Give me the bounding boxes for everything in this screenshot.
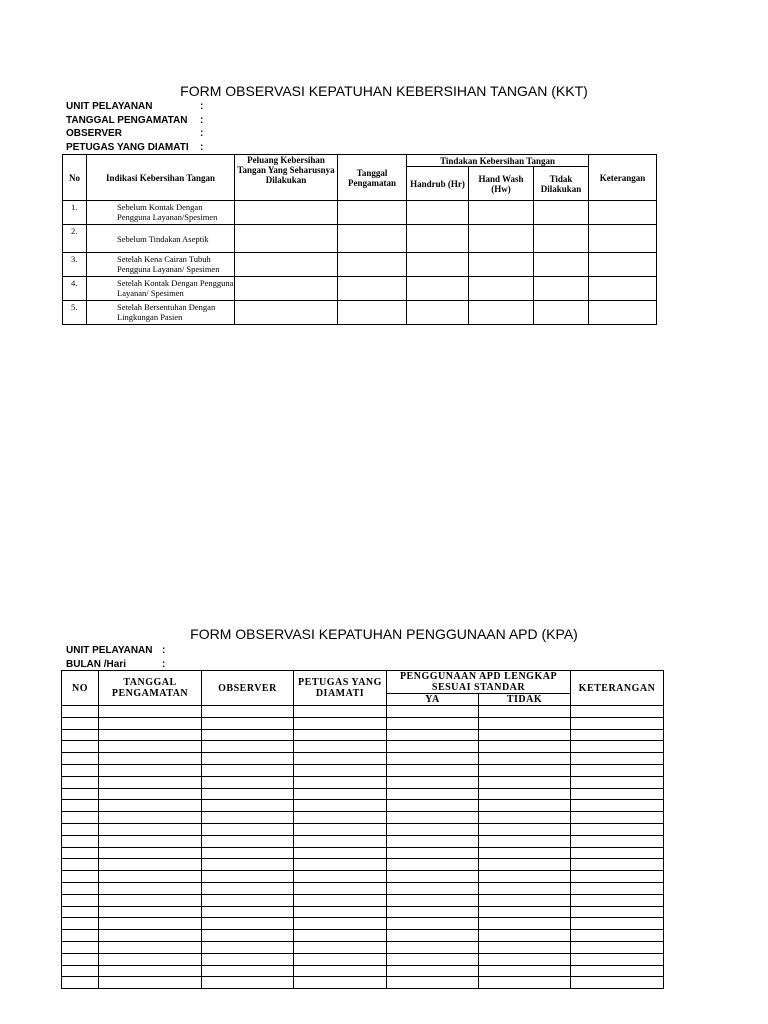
kpa-cell[interactable] [202,977,294,989]
kpa-cell[interactable] [387,741,479,753]
kpa-cell[interactable] [99,871,202,883]
kkt-header-indikasi: Indikasi Kebersihan Tangan [87,155,235,201]
table-row [63,201,657,225]
kpa-cell[interactable] [571,847,664,859]
kpa-cell[interactable] [294,729,387,741]
kpa-form-title: FORM OBSERVASI KEPATUHAN PENGGUNAAN APD (KPA) [190,626,578,642]
kpa-cell[interactable] [479,800,571,812]
kpa-cell[interactable] [479,741,571,753]
kkt-cell[interactable] [534,253,589,277]
kpa-cell[interactable] [387,706,479,718]
table-row [62,871,664,883]
kkt-cell[interactable] [534,301,589,325]
kpa-cell[interactable] [571,776,664,788]
kpa-cell[interactable] [387,941,479,953]
kpa-cell[interactable] [62,741,99,753]
kpa-cell[interactable] [62,906,99,918]
kpa-meta-block [66,644,165,671]
kpa-cell[interactable] [571,930,664,942]
kpa-cell[interactable] [62,753,99,765]
kpa-cell[interactable] [294,894,387,906]
kpa-cell[interactable] [387,930,479,942]
kpa-cell[interactable] [479,729,571,741]
table-row [62,930,664,942]
table-row [62,835,664,847]
kkt-cell[interactable] [534,225,589,253]
kpa-cell[interactable] [479,764,571,776]
kpa-cell[interactable] [202,835,294,847]
kpa-cell[interactable] [99,847,202,859]
kpa-cell[interactable] [294,977,387,989]
kkt-cell[interactable] [407,201,469,225]
kpa-cell[interactable] [202,788,294,800]
kkt-header-tindakan: Tindakan Kebersihan Tangan [407,155,589,167]
kkt-cell[interactable] [469,201,534,225]
kpa-cell[interactable] [479,717,571,729]
kkt-row-no: 3. [63,253,87,277]
kpa-cell[interactable] [202,906,294,918]
kpa-cell[interactable] [571,706,664,718]
table-row [63,301,657,325]
kpa-cell[interactable] [202,918,294,930]
kpa-cell[interactable] [62,812,99,824]
kkt-cell[interactable] [589,225,657,253]
kpa-cell[interactable] [99,882,202,894]
kpa-cell[interactable] [387,753,479,765]
table-row [62,882,664,894]
kpa-header-tidak: TIDAK [479,694,571,706]
kpa-cell[interactable] [571,882,664,894]
kpa-cell[interactable] [294,835,387,847]
kpa-table [61,670,664,989]
kpa-cell[interactable] [99,918,202,930]
kkt-meta-colon: : [200,141,204,153]
kpa-cell[interactable] [202,753,294,765]
kpa-cell[interactable] [99,717,202,729]
table-row [62,977,664,989]
kpa-cell[interactable] [62,930,99,942]
kpa-cell[interactable] [571,764,664,776]
kpa-header-no: NO [62,671,99,706]
kpa-cell[interactable] [479,847,571,859]
kpa-cell[interactable] [62,953,99,965]
kpa-cell[interactable] [479,930,571,942]
kpa-cell[interactable] [294,776,387,788]
kpa-cell[interactable] [294,717,387,729]
kpa-cell[interactable] [202,729,294,741]
kpa-cell[interactable] [387,764,479,776]
kpa-cell[interactable] [62,977,99,989]
kpa-cell[interactable] [479,965,571,977]
kpa-cell[interactable] [571,894,664,906]
kpa-cell[interactable] [202,953,294,965]
kpa-cell[interactable] [387,717,479,729]
kpa-cell[interactable] [479,894,571,906]
kpa-cell[interactable] [202,871,294,883]
kpa-cell[interactable] [571,918,664,930]
kpa-cell[interactable] [99,906,202,918]
kpa-cell[interactable] [99,965,202,977]
kpa-cell[interactable] [202,965,294,977]
kpa-cell[interactable] [479,977,571,989]
kpa-cell[interactable] [571,871,664,883]
kpa-cell[interactable] [479,835,571,847]
kkt-cell[interactable] [534,277,589,301]
kkt-form-title: FORM OBSERVASI KEPATUHAN KEBERSIHAN TANGAN (KKT) [180,83,588,99]
kpa-cell[interactable] [99,788,202,800]
kpa-cell[interactable] [99,706,202,718]
table-row [62,788,664,800]
kpa-cell[interactable] [62,871,99,883]
kpa-cell[interactable] [99,776,202,788]
kpa-cell[interactable] [571,835,664,847]
kkt-cell[interactable] [589,201,657,225]
kpa-cell[interactable] [387,977,479,989]
kkt-meta-label: TANGGAL PENGAMATAN [66,114,188,126]
kpa-cell[interactable] [387,835,479,847]
table-row [62,953,664,965]
kpa-cell[interactable] [294,800,387,812]
kkt-cell[interactable] [469,253,534,277]
kkt-row-indikasi: Setelah Bersentuhan Dengan Lingkungan Pasien [87,301,235,325]
kpa-cell[interactable] [62,823,99,835]
table-row [62,753,664,765]
kpa-cell[interactable] [202,859,294,871]
kpa-cell[interactable] [387,729,479,741]
kpa-cell[interactable] [294,823,387,835]
kpa-cell[interactable] [99,753,202,765]
kpa-cell[interactable] [99,894,202,906]
table-row [62,800,664,812]
kpa-cell[interactable] [294,753,387,765]
kpa-cell[interactable] [294,788,387,800]
kpa-cell[interactable] [99,729,202,741]
kpa-cell[interactable] [62,764,99,776]
kpa-cell[interactable] [294,918,387,930]
table-row [62,965,664,977]
table-row [62,717,664,729]
kpa-cell[interactable] [479,859,571,871]
kpa-cell[interactable] [571,941,664,953]
kpa-cell[interactable] [62,717,99,729]
kpa-cell[interactable] [62,847,99,859]
kkt-table [62,154,657,325]
kpa-cell[interactable] [387,918,479,930]
kpa-cell[interactable] [62,882,99,894]
kpa-cell[interactable] [99,812,202,824]
kpa-header-penggunaan: PENGGUNAAN APD LENGKAP SESUAI STANDAR [387,671,571,694]
kkt-row-no: 1. [63,201,87,225]
kpa-cell[interactable] [387,871,479,883]
table-row [62,941,664,953]
kkt-cell[interactable] [235,225,338,253]
kkt-meta-colon: : [200,128,204,139]
kkt-cell[interactable] [338,301,407,325]
kpa-cell[interactable] [294,941,387,953]
kpa-cell[interactable] [387,847,479,859]
table-row [62,906,664,918]
kkt-header-peluang: Peluang Kebersihan Tangan Yang Seharusnya Dilakukan [235,155,338,201]
kpa-header-keterangan: KETERANGAN [571,671,664,706]
kkt-meta-colon: : [200,101,204,112]
kkt-row-indikasi: Setelah Kena Cairan Tubuh Pengguna Layanan/ Spesimen [87,253,235,277]
kpa-cell[interactable] [202,847,294,859]
table-row [62,894,664,906]
kpa-cell[interactable] [571,753,664,765]
kpa-cell[interactable] [202,776,294,788]
kkt-header-tidak: Tidak Dilakukan [534,167,589,201]
kkt-meta-label: PETUGAS YANG DIAMATI [66,141,189,153]
kpa-cell[interactable] [202,741,294,753]
kpa-cell[interactable] [294,965,387,977]
kpa-cell[interactable] [202,930,294,942]
kpa-header-observer: OBSERVER [202,671,294,706]
table-row [63,277,657,301]
kpa-cell[interactable] [387,812,479,824]
kpa-cell[interactable] [202,717,294,729]
kpa-cell[interactable] [62,894,99,906]
kpa-cell[interactable] [387,823,479,835]
table-row [62,812,664,824]
kkt-row-no: 2. [63,225,87,253]
kkt-header-keterangan: Keterangan [589,155,657,201]
kpa-header-petugas: PETUGAS YANG DIAMATI [294,671,387,706]
kpa-cell[interactable] [571,800,664,812]
kpa-cell[interactable] [571,729,664,741]
kkt-cell[interactable] [589,301,657,325]
kpa-cell[interactable] [571,717,664,729]
kkt-cell[interactable] [469,277,534,301]
kpa-cell[interactable] [294,871,387,883]
kpa-cell[interactable] [387,882,479,894]
kpa-header-tanggal: TANGGAL PENGAMATAN [99,671,202,706]
table-row [63,253,657,277]
kkt-cell[interactable] [407,301,469,325]
kpa-cell[interactable] [479,776,571,788]
kpa-cell[interactable] [387,776,479,788]
kkt-header-no: No [63,155,87,201]
kkt-cell[interactable] [235,277,338,301]
kpa-cell[interactable] [387,906,479,918]
kpa-cell[interactable] [571,859,664,871]
kpa-cell[interactable] [387,953,479,965]
kkt-cell[interactable] [338,225,407,253]
kkt-cell[interactable] [338,277,407,301]
kpa-cell[interactable] [479,918,571,930]
kpa-cell[interactable] [99,764,202,776]
kkt-meta-colon: : [200,114,204,126]
table-row [62,847,664,859]
kpa-cell[interactable] [202,800,294,812]
kpa-cell[interactable] [571,906,664,918]
kpa-cell[interactable] [62,965,99,977]
kpa-cell[interactable] [294,812,387,824]
kkt-cell[interactable] [235,253,338,277]
kkt-meta-label: UNIT PELAYANAN [66,101,153,112]
kpa-cell[interactable] [479,706,571,718]
kpa-cell[interactable] [99,930,202,942]
kkt-meta-block [66,100,203,154]
kkt-cell[interactable] [338,253,407,277]
kpa-meta-colon: : [162,645,166,656]
kpa-cell[interactable] [294,953,387,965]
kkt-cell[interactable] [407,253,469,277]
kpa-cell[interactable] [99,800,202,812]
kpa-cell[interactable] [202,894,294,906]
kpa-cell[interactable] [571,812,664,824]
table-row [62,706,664,718]
kpa-cell[interactable] [202,882,294,894]
kpa-cell[interactable] [479,788,571,800]
kpa-cell[interactable] [294,882,387,894]
kpa-cell[interactable] [99,823,202,835]
kkt-row-indikasi: Sebelum Tindakan Aseptik [87,225,235,253]
kpa-cell[interactable] [387,965,479,977]
kpa-cell[interactable] [202,706,294,718]
kpa-meta-label: UNIT PELAYANAN [66,645,153,656]
kpa-cell[interactable] [479,953,571,965]
kpa-table-body [62,706,664,989]
kpa-cell[interactable] [294,764,387,776]
kpa-cell[interactable] [62,706,99,718]
kkt-row-indikasi: Setelah Kontak Dengan Pengguna Layanan/ Spesimen [87,277,235,301]
kkt-cell[interactable] [407,277,469,301]
table-row [62,776,664,788]
kpa-cell[interactable] [99,941,202,953]
kkt-cell[interactable] [469,225,534,253]
kpa-cell[interactable] [479,941,571,953]
kkt-meta-label: OBSERVER [66,128,122,139]
kpa-cell[interactable] [294,859,387,871]
kpa-cell[interactable] [479,823,571,835]
kpa-meta-label: BULAN /Hari [66,658,127,670]
kpa-cell[interactable] [571,965,664,977]
kpa-cell[interactable] [294,741,387,753]
kkt-cell[interactable] [235,301,338,325]
kpa-cell[interactable] [99,859,202,871]
kpa-cell[interactable] [202,941,294,953]
kpa-cell[interactable] [202,823,294,835]
kpa-cell[interactable] [62,835,99,847]
table-row [62,741,664,753]
kkt-cell[interactable] [407,225,469,253]
kkt-cell[interactable] [469,301,534,325]
kpa-cell[interactable] [62,788,99,800]
kpa-cell[interactable] [387,859,479,871]
kpa-cell[interactable] [62,941,99,953]
kkt-cell[interactable] [589,277,657,301]
kkt-row-no: 4. [63,277,87,301]
kkt-header-tanggal: Tanggal Pengamatan [338,155,407,201]
table-row [62,764,664,776]
table-row [62,729,664,741]
kpa-header-ya: YA [387,694,479,706]
kpa-cell[interactable] [571,823,664,835]
kpa-cell[interactable] [571,741,664,753]
kkt-cell[interactable] [235,201,338,225]
kpa-cell[interactable] [479,882,571,894]
kpa-cell[interactable] [99,953,202,965]
kkt-cell[interactable] [534,201,589,225]
kpa-cell[interactable] [571,788,664,800]
kkt-row-indikasi: Sebelum Kontak Dengan Pengguna Layanan/Spesimen [87,201,235,225]
kpa-meta-colon: : [162,658,166,670]
kkt-cell[interactable] [589,253,657,277]
kpa-cell[interactable] [479,871,571,883]
kpa-cell[interactable] [294,706,387,718]
kpa-cell[interactable] [479,812,571,824]
kpa-cell[interactable] [99,835,202,847]
kpa-cell[interactable] [387,894,479,906]
kpa-cell[interactable] [62,776,99,788]
kpa-cell[interactable] [62,800,99,812]
kpa-cell[interactable] [387,788,479,800]
kkt-header-handrub: Handrub (Hr) [407,167,469,201]
kpa-cell[interactable] [99,741,202,753]
kkt-header-handwash: Hand Wash (Hw) [469,167,534,201]
table-row [62,823,664,835]
kkt-cell[interactable] [338,201,407,225]
kpa-cell[interactable] [62,729,99,741]
kpa-cell[interactable] [202,812,294,824]
kpa-cell[interactable] [479,906,571,918]
kpa-cell[interactable] [294,930,387,942]
kpa-cell[interactable] [294,847,387,859]
kpa-cell[interactable] [202,764,294,776]
kpa-cell[interactable] [62,859,99,871]
table-row [62,859,664,871]
kkt-row-no: 5. [63,301,87,325]
kpa-cell[interactable] [62,918,99,930]
kpa-cell[interactable] [99,977,202,989]
kpa-cell[interactable] [571,977,664,989]
kpa-cell[interactable] [294,906,387,918]
table-row [62,918,664,930]
table-row [63,225,657,253]
kpa-cell[interactable] [571,953,664,965]
kpa-cell[interactable] [387,800,479,812]
kpa-cell[interactable] [479,753,571,765]
